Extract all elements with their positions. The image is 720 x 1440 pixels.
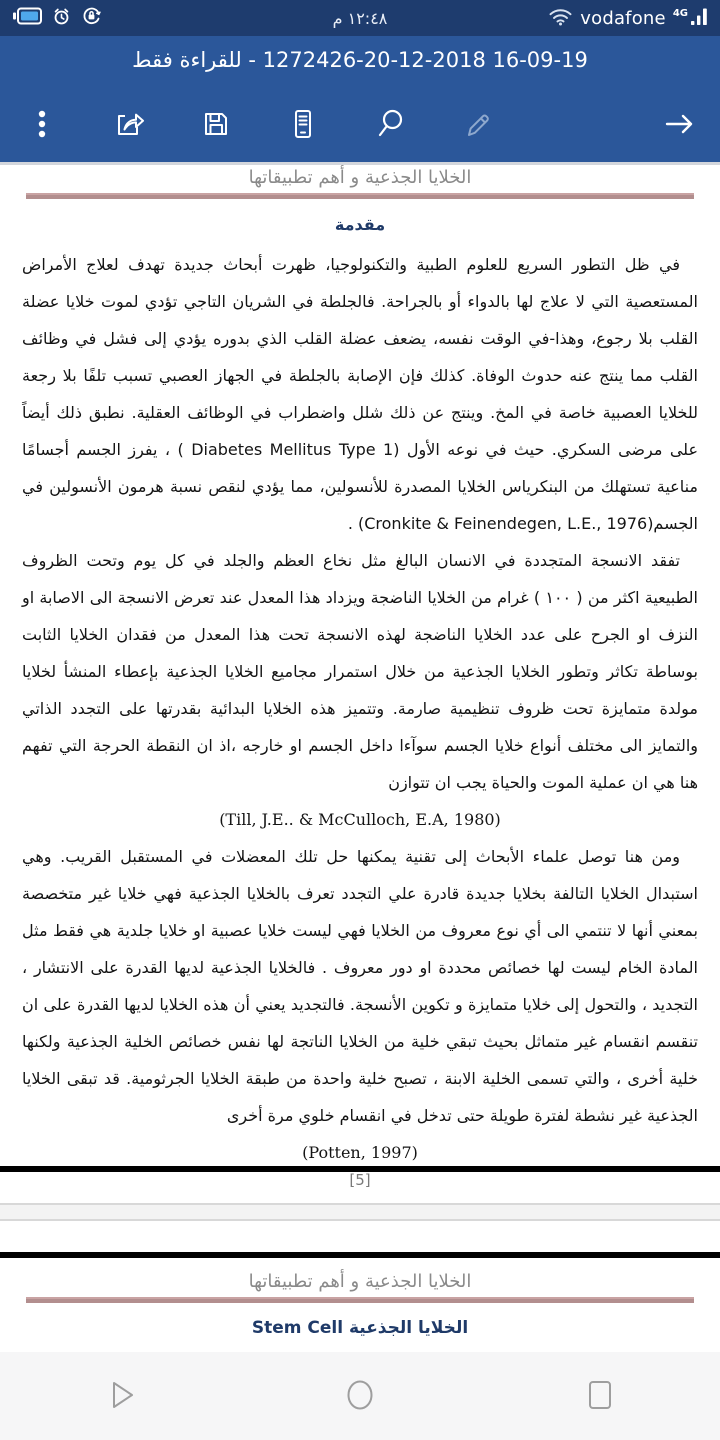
page5-body (0, 234, 720, 1171)
recents-square-icon (581, 1376, 619, 1417)
stem-cell-heading: الخلايا الجذعية Stem Cell (251, 1318, 469, 1338)
document-page-6 (0, 1252, 720, 1352)
section-title: مقدمة (334, 215, 386, 234)
arrow-right-icon (660, 106, 698, 145)
home-circle-icon (341, 1376, 379, 1417)
reader-toolbar (0, 86, 720, 162)
paragraph: ومن هنا توصل علماء الأبحاث إلى تقنية يمكنها حل تلك المعضلات في المستقبل القريب. وهي استبدال الخلايا التالفة بخلايا جديدة قادرة علي التجدد تعرف بالخلايا الجذعية فهي خلايا غير متخصصة بمعني أنها لا تنتمي الى أي نوع معروف من الخلايا فهي ليست خلايا عصبية او خلايا جلدية هي فقط مثل المادة الخام ليست لها خصائص محددة او دور معروف . فالخلايا الجذعية لديها القدرة على الانتشار ، التجديد ، والتحول إلى خلايا متمايزة و تكوين الأنسجة. فالتجديد يعني أن هذه الخلايا لديها القدرة على ان تنقسم انقسام غير متماثل بحيث تبقي خلية من الخلايا الناتجة لها نفس خصائص الخلية الجذعية ولكنها خلية أخرى ، والتي تسمى الخلية الابنة ، تصبح خلية واحدة من طبقة الخلايا الجرثومية. قد تبقى الخلايا الجذعية غير نشطة لفترة طويلة حتى تدخل في انقسام خلوي مرة أخرى (22, 847, 698, 1125)
save-icon (198, 106, 234, 145)
document-title-bar (0, 36, 720, 86)
page-gap-strip (0, 1203, 720, 1221)
network-4g-badge: 4G (672, 8, 688, 19)
paragraph: في ظل التطور السريع للعلوم الطبية والتكنولوجيا، ظهرت أبحاث جديدة تهدف لعلاج الأمراض المستعصية التي لا علاج لها بالدواء أو بالجراحة. فالجلطة في الشريان التاجي تؤدي لموت خلايا عضلة القلب بلا رجوع، وهذا-في الوقت نفسه، يضعف عضلة القلب الذي بدوره يؤدي إلى فشل في وظائف القلب مما ينتج عنه حدوث الوفاة. كذلك فإن الإصابة بالجلطة في الجهاز العصبي تسبب تلفًا بلا رجعة للخلايا العصبية خاصة في المخ. وينتج عن ذلك شلل واضطراب في الوظائف العقلية. نطبق ذلك أيضاً على مرضى السكري. حيث في نوعه الأول (Diabetes Mellitus Type 1 ) ، يفرز الجسم أجسامًا مناعية تستهلك من البنكرياس الخلايا المصدرة للأنسولين، مما يؤدي لنقص نسبة هرمون الأنسولين في الجسم(Cronkite & Feinendegen, L.E., 1976) . (22, 255, 699, 533)
nav-recents-button[interactable] (581, 1376, 619, 1417)
search-icon (372, 106, 408, 145)
search-button[interactable] (372, 106, 408, 142)
overflow-menu-button[interactable] (24, 106, 60, 142)
citation: (Till, J.E.. & McCulloch, E.A, 1980) (219, 810, 501, 829)
mobile-view-button[interactable] (285, 106, 321, 142)
share-icon (111, 106, 147, 145)
edit-pencil-icon (459, 106, 495, 145)
overflow-menu-icon (24, 106, 60, 145)
page5-running-head: الخلايا الجذعية و أهم تطبيقاتها (248, 167, 472, 188)
nav-home-button[interactable] (341, 1376, 379, 1417)
page6-running-head: الخلايا الجذعية و أهم تطبيقاتها (248, 1271, 472, 1292)
carrier-label: vodafone (580, 7, 666, 29)
paragraph: تفقد الانسجة المتجددة في الانسان البالغ مثل نخاع العظم والجلد في كل يوم وتحت الظروف الطبيعية اكثر من ( ١٠٠ ) غرام من الخلايا الناضجة ويزداد هذا المعدل عند تعرض الانسجة الى الاصابة او النزف او الجرح على عدد الخلايا الناضجة لهذه الانسجة تحت هذا المعدل من فقدان الخلايا الثابت بوساطة تكاثر وتطور الخلايا الجذعية من خلال استمرار مجاميع الخلايا الجذعية بإعطاء المنشأ لخلايا مولدة متمايزة تحت ظروف تنظيمية صارمة. وتتميز هذه الخلايا البدائية بقدرتها على التجدد الذاتي والتمايز الى مختلف أنواع خلايا الجسم سوآءا داخل الجسم او خارجه ،اذ ان النقطة الحرجة التي تفهم هنا هي ان عملية الموت والحياة يجب ان تتوازن (22, 551, 698, 792)
mobile-view-icon (285, 106, 321, 145)
share-button[interactable] (111, 106, 147, 142)
document-page-5 (0, 162, 720, 1189)
nav-back-button[interactable] (101, 1376, 139, 1417)
document-view[interactable] (0, 162, 720, 1352)
edit-button[interactable] (459, 106, 495, 142)
clock-time: ١٢:٤٨ م (332, 8, 388, 28)
save-button[interactable] (198, 106, 234, 142)
android-nav-bar (0, 1352, 720, 1440)
document-title: 16-09-19 1272426-20-12-2018 - للقراءة فقط (132, 48, 588, 72)
header-rule (26, 193, 694, 199)
citation: (Potten, 1997) (302, 1143, 418, 1162)
back-arrow-button[interactable] (660, 106, 696, 142)
back-triangle-icon (101, 1376, 139, 1417)
page-number: [5] (349, 1171, 371, 1189)
header-rule (26, 1297, 694, 1303)
status-bar (0, 0, 720, 36)
